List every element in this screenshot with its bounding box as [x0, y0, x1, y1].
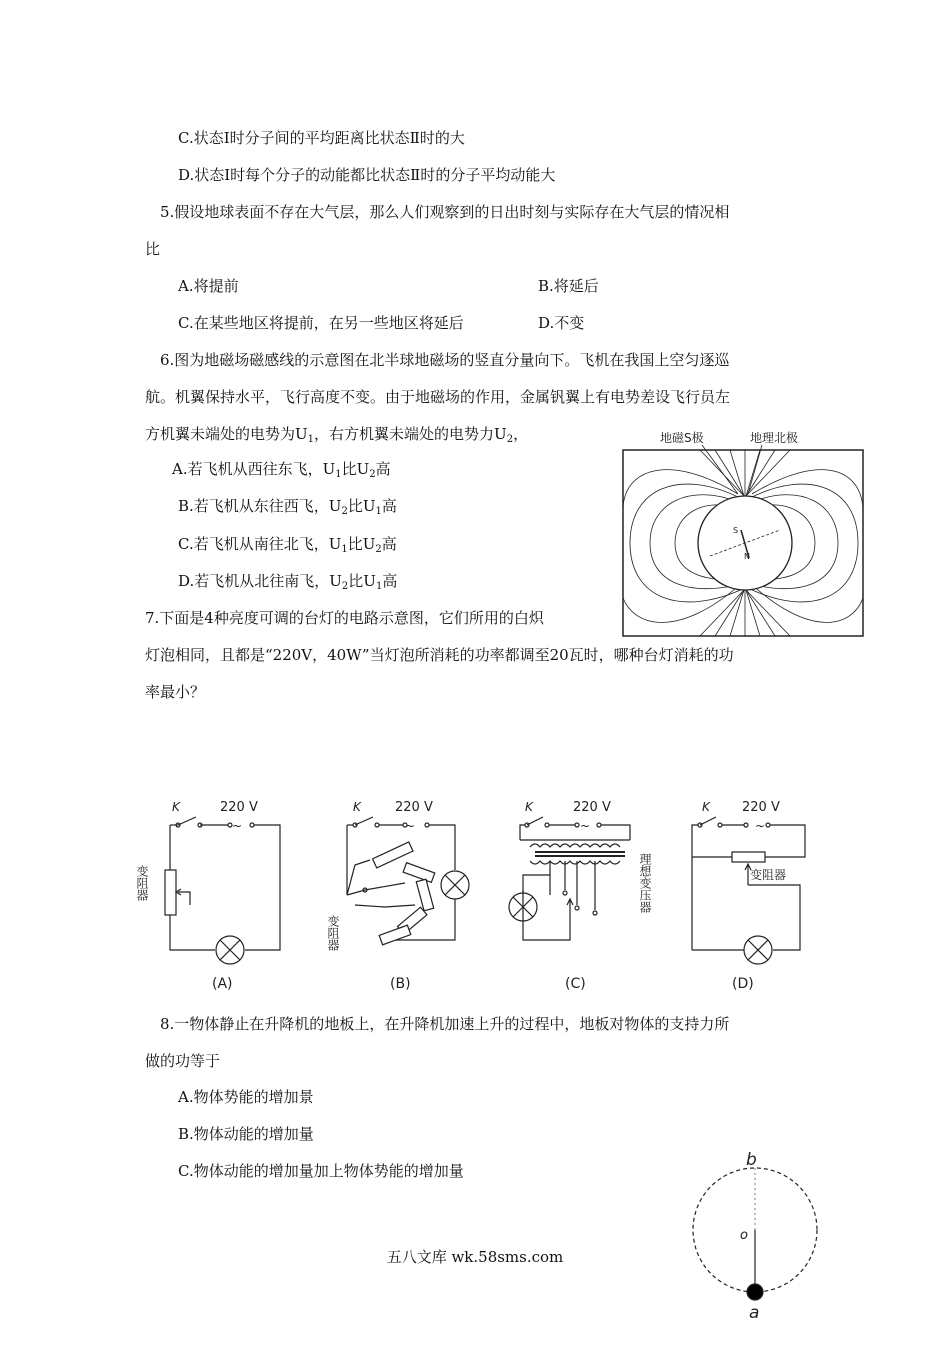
voltage-label: 220 V [573, 800, 611, 815]
circuit-c-diagram [495, 795, 675, 995]
caption-a: (A) [212, 976, 233, 992]
q4-option-d: D.状态Ⅰ时每个分子的动能都比状态Ⅱ时的分子平均动能大 [178, 166, 556, 184]
needle-s-label: S [733, 526, 739, 535]
rheostat-label-a: 变阻器 [135, 865, 149, 901]
q7-stem-line1: 7.下面是4种亮度可调的台灯的电路示意图，它们所用的白炽 [145, 609, 544, 627]
voltage-label: 220 V [220, 800, 258, 815]
ac-symbol: ~ [755, 819, 766, 833]
switch-k-label: K [702, 800, 710, 814]
q8-option-b: B.物体动能的增加量 [178, 1125, 314, 1143]
ac-symbol: ~ [580, 819, 591, 833]
point-b-label: b [746, 1150, 757, 1170]
q8-option-a: A.物体势能的增加景 [178, 1088, 314, 1106]
q5-option-a: A.将提前 [178, 277, 239, 295]
q5-option-c: C.在某些地区将提前，在另一些地区将延后 [178, 314, 464, 332]
voltage-label: 220 V [395, 800, 433, 815]
transformer-label [638, 853, 652, 914]
circular-motion-figure [688, 1145, 823, 1344]
point-o-label: o [740, 1228, 748, 1243]
q6-stem-line3: 方机翼未端处的电势为$U_1$，右方机翼未端处的电势力$U_2$， [145, 425, 529, 445]
ac-symbol: ~ [405, 819, 416, 833]
rheostat-label-d: 变阻器 [750, 868, 787, 882]
q7-stem-line2: 灯泡相同，且都是“220V，40W”当灯泡所消耗的功率都调至20瓦时，哪种台灯消耗的功 [145, 646, 734, 664]
caption-c: (C) [565, 976, 586, 992]
q6-option-c: C.若飞机从南往北飞，$U_1$比$U_2$高 [178, 535, 397, 555]
circuit-d-diagram [680, 795, 830, 995]
q6-stem-line2: 航。机翼保持水平，飞行高度不变。由于地磁场的作用，金属钒翼上有电势差设飞行员左 [145, 388, 731, 406]
q8-stem-line1: 8.一物体静止在升降机的地板上，在升降机加速上升的过程中，地板对物体的支持力所 [160, 1015, 730, 1033]
q8-option-c: C.物体动能的增加量加上物体势能的增加量 [178, 1162, 464, 1180]
caption-d: (D) [732, 976, 754, 992]
q5-stem-line1: 5.假设地球表面不存在大气层，那么人们观察到的日出时刻与实际存在大气层的情况相 [160, 203, 730, 221]
caption-b: (B) [390, 976, 411, 992]
q8-stem-line2: 做的功等于 [145, 1052, 221, 1070]
q4-option-c: C.状态Ⅰ时分子间的平均距离比状态Ⅱ时的大 [178, 129, 465, 147]
circuit-a-diagram [135, 795, 290, 995]
q5-stem-line2: 比 [145, 240, 161, 258]
q6-option-a: A.若飞机从西往东飞，$U_1$比$U_2$高 [172, 460, 391, 480]
page-footer: 五八文库 wk.58sms.com [386, 1248, 564, 1266]
q5-option-b: B.将延后 [538, 277, 599, 295]
q5-option-d: D.不变 [538, 314, 585, 332]
switch-k-label: K [172, 800, 180, 814]
switch-k-label: K [353, 800, 361, 814]
geographic-north-pole-label: 地理北极 [750, 431, 799, 445]
ac-symbol: ~ [232, 819, 243, 833]
voltage-label: 220 V [742, 800, 780, 815]
switch-k-label: K [525, 800, 533, 814]
q7-stem-line3: 率最小？ [145, 683, 206, 701]
geomagnetic-s-pole-label: 地磁S极 [660, 431, 704, 445]
svg-text:理想变压器: 理想变压器 [638, 853, 652, 913]
geomagnetic-field-figure [620, 428, 865, 638]
q6-stem-line1: 6.图为地磁场磁感线的示意图在北半球地磁场的竖直分量向下。飞机在我国上空匀逐巡 [160, 351, 730, 369]
point-a-label: a [749, 1303, 760, 1323]
rheostat-label-b: 变阻器 [326, 915, 340, 951]
circuit-b-diagram [325, 795, 485, 995]
needle-n-label: N [744, 552, 750, 561]
q6-option-b: B.若飞机从东往西飞，$U_2$比$U_1$高 [178, 497, 397, 517]
q6-option-d: D.若飞机从北往南飞，$U_2$比$U_1$高 [178, 572, 398, 592]
